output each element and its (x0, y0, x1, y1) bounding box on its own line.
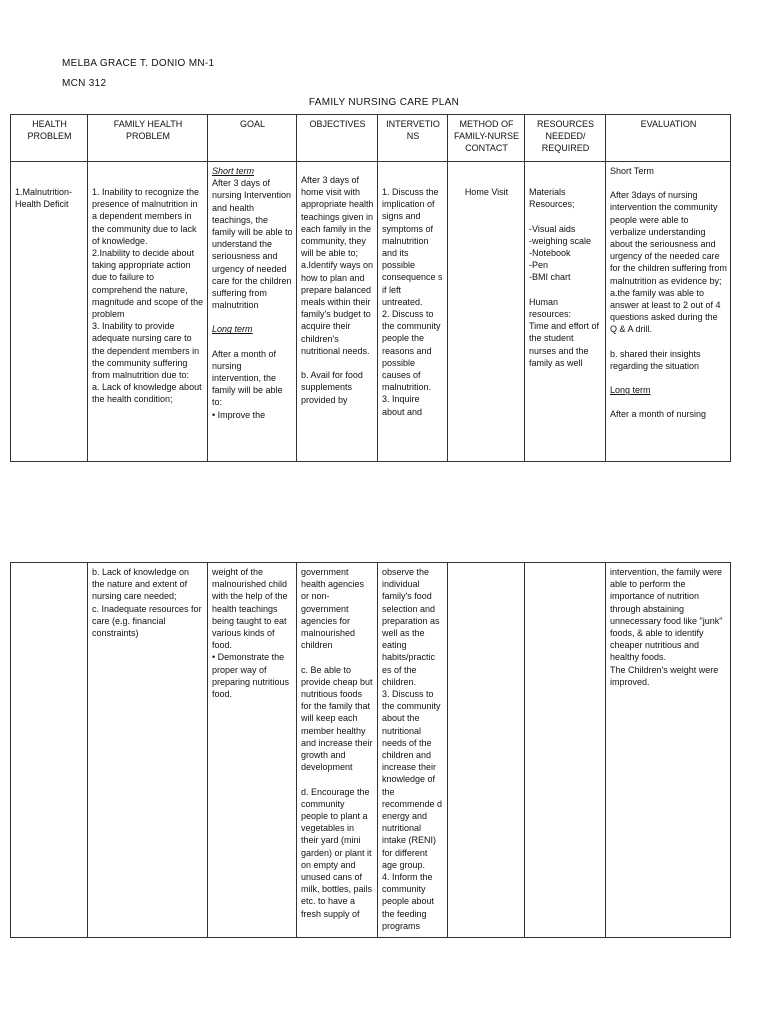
goal-short-term-label: Short term (212, 166, 255, 176)
table-row (11, 162, 731, 462)
table-row (11, 563, 731, 938)
course-code: MCN 312 (62, 78, 107, 89)
interventions-cell (378, 563, 448, 938)
health-problem-cell (11, 162, 88, 462)
objectives-text: government health agencies or non-government agencies for malnourished children c. Be able to provide cheap but nutritious foods for the family that will keep each member healthy and increase their growth and development d. Encourage the community people to plant a vegetables in their yard (mini garden) or plant it on empty and unused cans of milk, bottles, pails etc. to have a fresh supply of (301, 567, 373, 919)
table-header-row (11, 115, 731, 162)
interventions-cell (378, 162, 448, 462)
care-plan-table-page1 (10, 114, 731, 462)
family-health-problem-text: b. Lack of knowledge on the nature and extent of nursing care needed; c. Inadequate resources for care (e.g. financial constraints) (92, 567, 202, 639)
family-health-problem-text: 1. Inability to recognize the presence of malnutrition in a dependent members in the community due to lack of knowledge. 2.Inability to decide about taking appropriate action due to failure to comprehend the nature, magnitude and scope of the problem 3. Inability to provide adequate nursing care to the dependent members in the community suffering from malnutrition due to: a. Lack of knowledge about the health condition; (92, 187, 204, 405)
goal-text: weight of the malnourished child with the help of the health teachings being taught to eat various kinds of food. • Demonstrate the proper way of preparing nutritious food. (212, 567, 290, 700)
resources-cell (525, 563, 606, 938)
interventions-text: 1. Discuss the implication of signs and symptoms of malnutrition and its possible consequence s if left untreated. 2. Discuss to the community people the reasons and possible causes of malnutrition. 3. Inquire about and (382, 187, 443, 417)
goal-cell (208, 162, 297, 462)
resources-text: Materials Resources; -Visual aids -weighing scale -Notebook -Pen -BMI chart Human resources: Time and effort of the student nurses and the family as well (529, 187, 600, 368)
goal-cell (208, 563, 297, 938)
family-health-problem-cell (88, 563, 208, 938)
resources-cell (525, 162, 606, 462)
evaluation-short-term-label: Short Term (610, 166, 654, 176)
family-health-problem-cell (88, 162, 208, 462)
column-header-health-problem: HEALTH PROBLEM (11, 115, 88, 162)
objectives-text: After 3 days of home visit with appropriate health teachings given in each family in the community, they will be able to; a.Identify ways on how to plan and prepare balanced meals within their family's budget to acquire their children's nutritional needs. b. Avail for food supplements provided by (301, 175, 374, 405)
method-text: Home Visit (464, 187, 509, 197)
care-plan-table-page2 (10, 562, 731, 938)
objectives-cell (297, 563, 378, 938)
column-header-evaluation: EVALUATION (606, 115, 731, 162)
evaluation-cell (606, 162, 731, 462)
method-cell (448, 162, 525, 462)
column-header-interventions: INTERVETIO NS (378, 115, 448, 162)
column-header-resources: RESOURCES NEEDED/ REQUIRED (525, 115, 606, 162)
evaluation-long-term-label: Long term (610, 385, 651, 396)
health-problem-text: 1.Malnutrition-Health Deficit (15, 187, 73, 210)
column-header-objectives: OBJECTIVES (297, 115, 378, 162)
column-header-family-health-problem: FAMILY HEALTH PROBLEM (88, 115, 208, 162)
evaluation-short-term-text: After 3days of nursing intervention the community people were able to verbalize understanding about the seriousness and urgency of the needed care for the children suffering from malnutrition as evidence by; a.the family was able to answer at least to 2 out of 4 questions asked during the Q & A drill. b. shared their insights regarding the situation (610, 190, 727, 372)
objectives-cell (297, 162, 378, 462)
evaluation-long-term-text: After a month of nursing (610, 409, 707, 420)
evaluation-text: intervention, the family were able to perform the importance of nutrition through abstaining unnecessary food like "junk" foods, & able to identify cheaper nutritious and healthy foods. The Children's weight were improved. (610, 567, 723, 687)
column-header-goal: GOAL (208, 115, 297, 162)
goal-long-term-text: After a month of nursing intervention, the family will be able to: • Improve the (212, 348, 283, 420)
document-title: FAMILY NURSING CARE PLAN (308, 97, 460, 108)
goal-long-term-label: Long term (212, 324, 253, 335)
health-problem-cell (11, 563, 88, 938)
interventions-text: observe the individual family's food selection and preparation as well as the eating habits/practic es of the children. 3. Discuss to the community about the nutritional needs of the children and increase their knowledge of the recommende d energy and nutritional intake (RENI) for different age group. 4. Inform the community people about the feeding programs (382, 567, 443, 931)
column-header-method: METHOD OF FAMILY-NURSE CONTACT (448, 115, 525, 162)
student-name: MELBA GRACE T. DONIO MN-1 (62, 58, 215, 69)
evaluation-cell (606, 563, 731, 938)
method-cell (448, 563, 525, 938)
goal-short-term-text: After 3 days of nursing Intervention and health teachings, the family will be able to understand the seriousness and urgency of needed care for the children suffering from malnutrition (212, 178, 293, 311)
